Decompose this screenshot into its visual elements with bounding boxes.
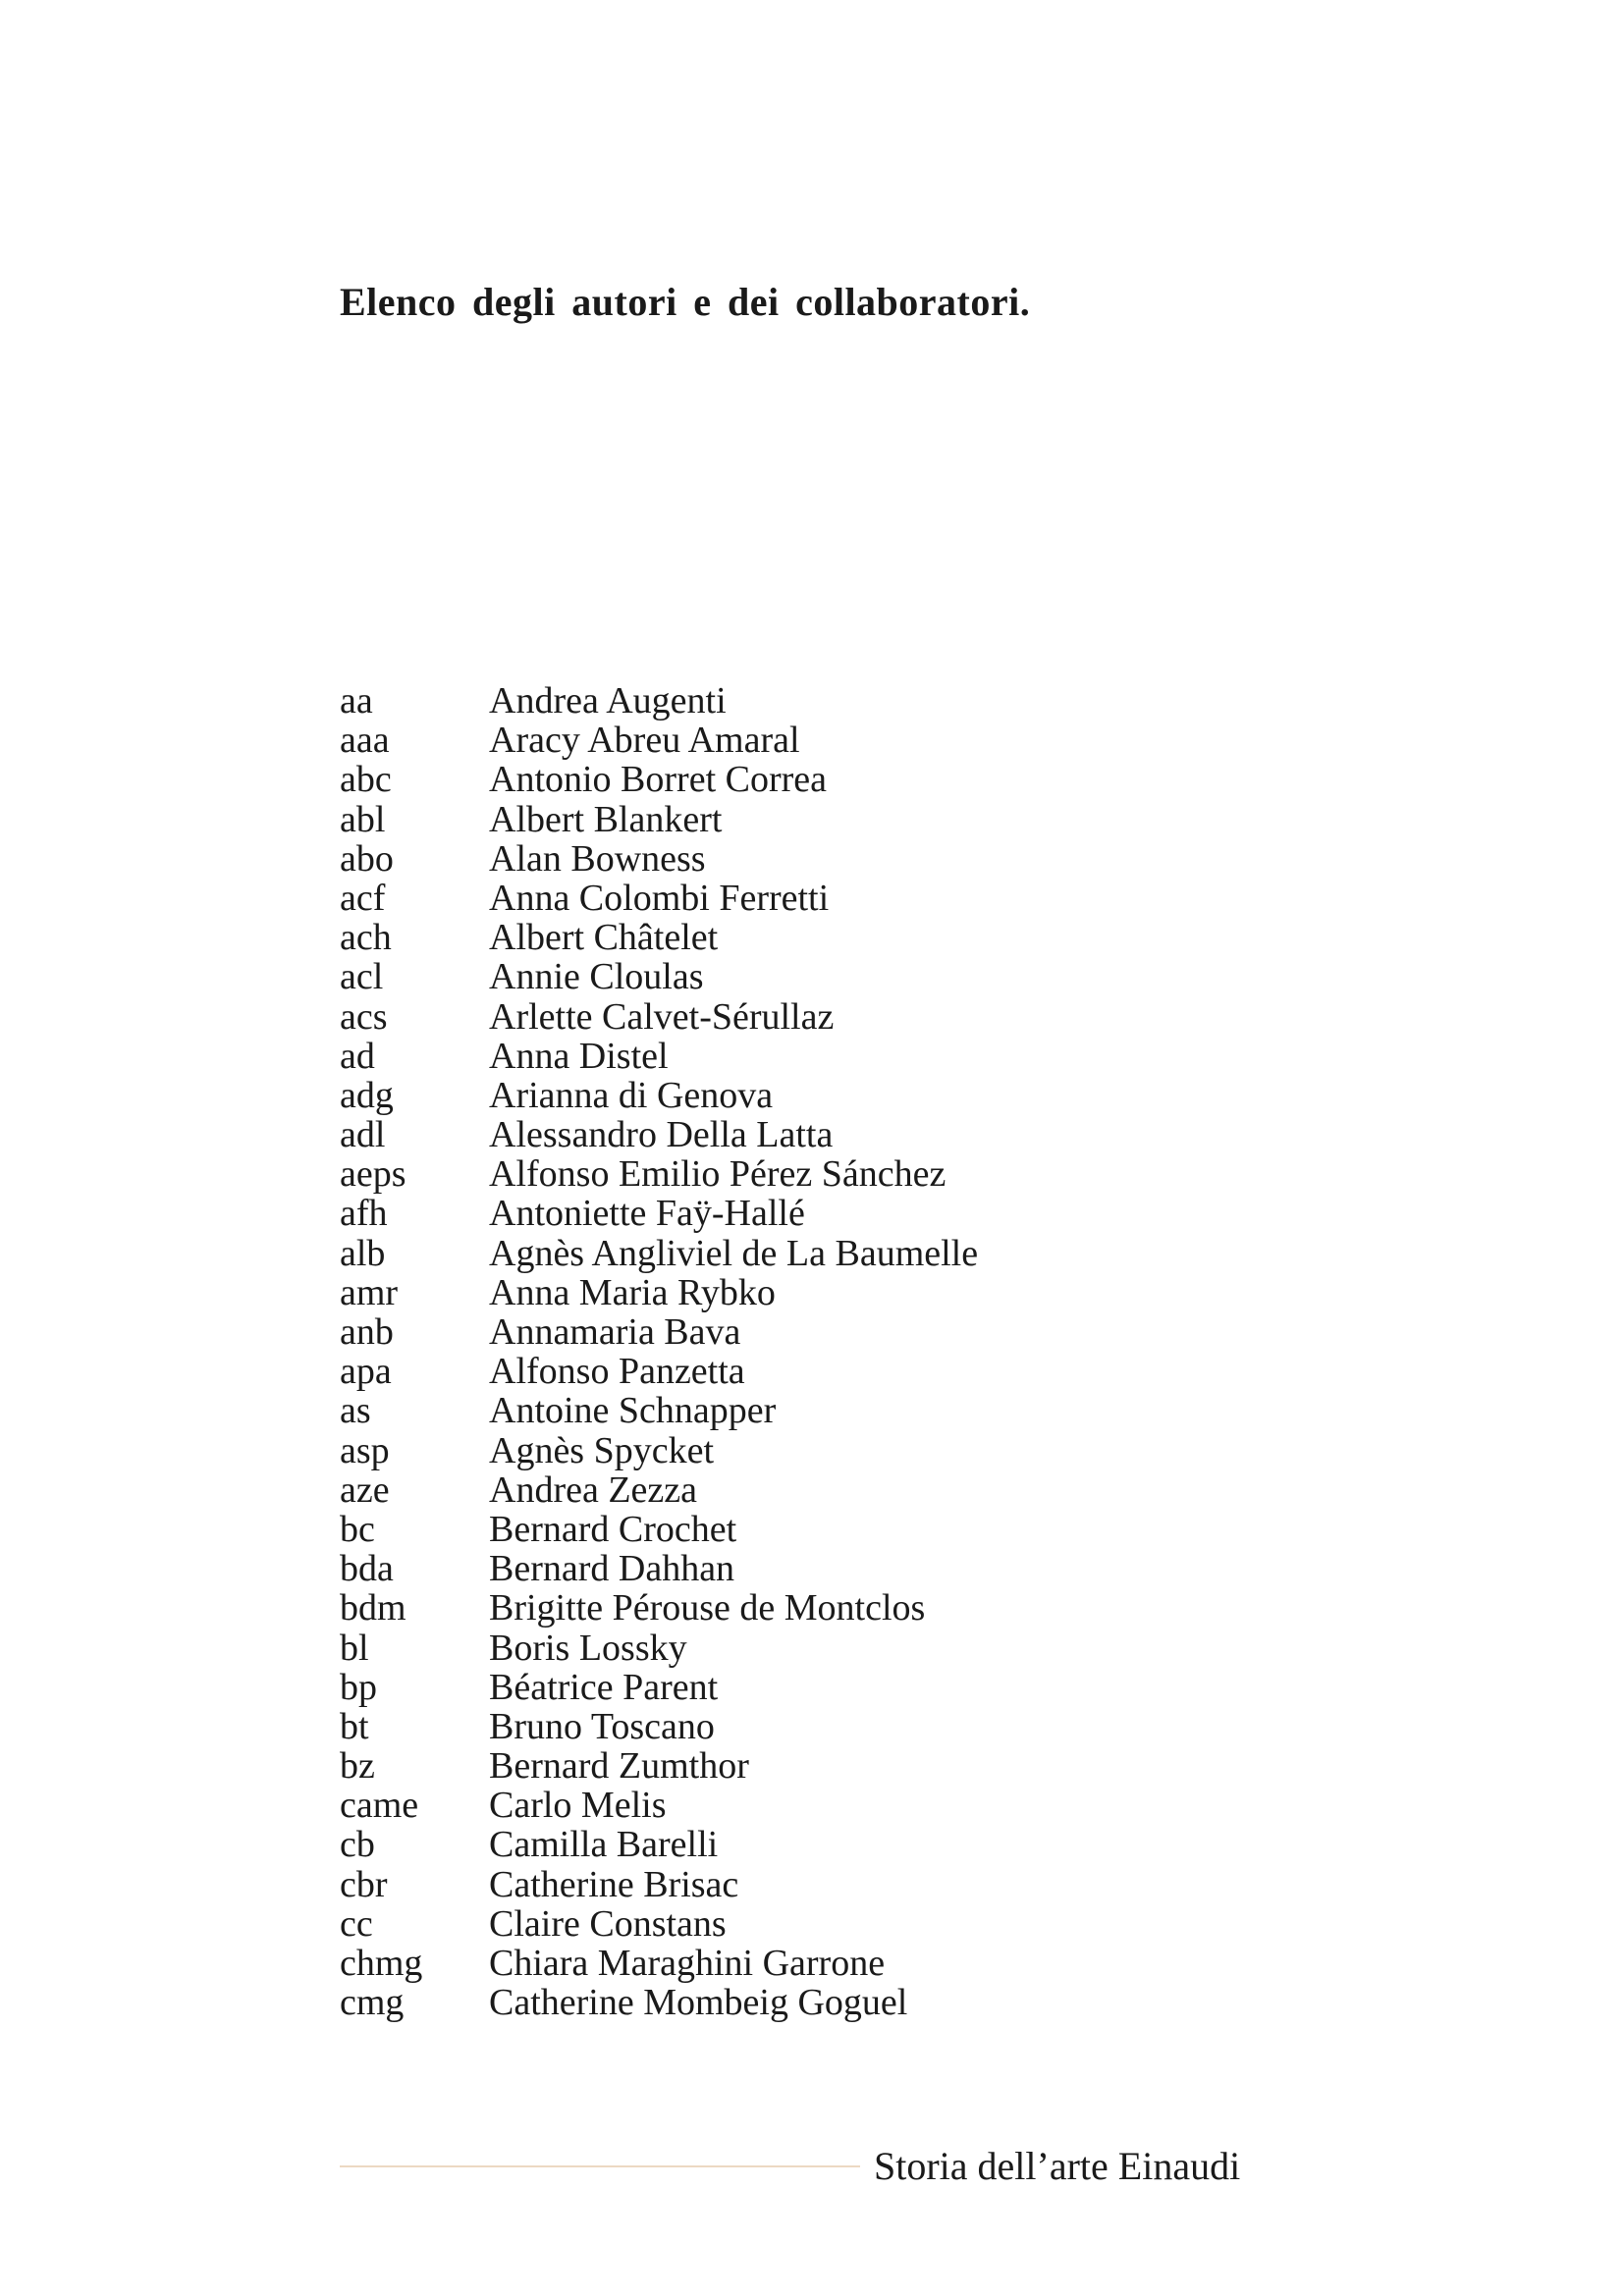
author-abbreviation: cmg (340, 1982, 405, 2024)
author-abbreviation: abo (340, 837, 394, 880)
list-item (340, 1825, 978, 1864)
list-item (340, 1470, 978, 1510)
author-abbreviation: acl (340, 956, 384, 998)
author-abbreviation: bc (340, 1508, 375, 1550)
page-title: Elenco degli autori e dei collaboratori. (340, 280, 1031, 324)
author-name: Bernard Crochet (489, 1508, 737, 1550)
list-item (340, 1668, 978, 1707)
author-name: Alfonso Emilio Pérez Sánchez (489, 1153, 947, 1196)
list-item (340, 1037, 978, 1076)
author-abbreviation: amr (340, 1271, 399, 1313)
list-item (340, 1746, 978, 1786)
list-item (340, 918, 978, 957)
list-item (340, 681, 978, 721)
author-abbreviation: aeps (340, 1153, 406, 1196)
list-item (340, 1154, 978, 1194)
author-abbreviation: aa (340, 680, 373, 721)
list-item (340, 1234, 978, 1273)
author-name: Camilla Barelli (489, 1824, 719, 1866)
author-name: Andrea Augenti (489, 680, 727, 721)
list-item (340, 760, 978, 799)
author-abbreviation: bdm (340, 1587, 406, 1629)
author-name: Boris Lossky (489, 1627, 687, 1669)
list-item (340, 1629, 978, 1668)
author-name: Alessandro Della Latta (489, 1114, 834, 1156)
list-item (340, 1944, 978, 1983)
author-abbreviation: cc (340, 1902, 373, 1945)
author-name: Antoniette Faÿ-Hallé (489, 1193, 805, 1235)
author-name: Albert Blankert (489, 798, 723, 840)
author-abbreviation: bt (340, 1705, 369, 1747)
list-item (340, 839, 978, 879)
author-name: Alfonso Panzetta (489, 1351, 745, 1393)
list-item (340, 1865, 978, 1904)
author-name: Anna Colombi Ferretti (489, 877, 830, 919)
list-item (340, 957, 978, 996)
author-name: Brigitte Pérouse de Montclos (489, 1587, 926, 1629)
author-name: Catherine Brisac (489, 1863, 739, 1905)
author-abbreviation: alb (340, 1232, 386, 1274)
author-name: Bruno Toscano (489, 1705, 715, 1747)
author-name: Andrea Zezza (489, 1468, 698, 1511)
list-item (340, 1273, 978, 1312)
author-name: Antoine Schnapper (489, 1390, 777, 1432)
author-abbreviation: bda (340, 1548, 394, 1590)
author-name: Anna Distel (489, 1035, 669, 1077)
author-name: Catherine Mombeig Goguel (489, 1982, 908, 2024)
author-name: Antonio Borret Correa (489, 759, 828, 801)
list-item (340, 1312, 978, 1352)
list-item (340, 1115, 978, 1154)
author-abbreviation: anb (340, 1311, 394, 1353)
author-abbreviation: afh (340, 1193, 388, 1235)
list-item (340, 1588, 978, 1628)
author-list (340, 681, 978, 2022)
list-item (340, 1194, 978, 1233)
author-abbreviation: abl (340, 798, 386, 840)
author-abbreviation: apa (340, 1351, 392, 1393)
author-name: Bernard Zumthor (489, 1745, 749, 1788)
author-abbreviation: bz (340, 1745, 375, 1788)
author-name: Béatrice Parent (489, 1666, 719, 1708)
author-name: Carlo Melis (489, 1785, 667, 1827)
list-item (340, 879, 978, 918)
list-item (340, 1707, 978, 1746)
list-item (340, 1904, 978, 1944)
list-item (340, 1391, 978, 1430)
list-item (340, 1431, 978, 1470)
author-abbreviation: acf (340, 877, 386, 919)
footer-brand: Storia dell’arte Einaudi (874, 2144, 1241, 2188)
list-item (340, 1983, 978, 2022)
list-item (340, 997, 978, 1037)
author-abbreviation: bl (340, 1627, 369, 1669)
author-abbreviation: as (340, 1390, 371, 1432)
author-abbreviation: cbr (340, 1863, 388, 1905)
list-item (340, 800, 978, 839)
list-item (340, 1076, 978, 1115)
list-item (340, 1510, 978, 1549)
list-item (340, 1786, 978, 1825)
author-abbreviation: acs (340, 995, 388, 1038)
author-abbreviation: aaa (340, 720, 390, 762)
author-abbreviation: bp (340, 1666, 377, 1708)
author-name: Arlette Calvet-Sérullaz (489, 995, 835, 1038)
author-name: Arianna di Genova (489, 1074, 774, 1116)
author-abbreviation: adg (340, 1074, 394, 1116)
author-name: Aracy Abreu Amaral (489, 720, 800, 762)
author-abbreviation: ad (340, 1035, 375, 1077)
author-name: Annamaria Bava (489, 1311, 741, 1353)
author-name: Chiara Maraghini Garrone (489, 1943, 886, 1984)
author-name: Albert Châtelet (489, 917, 719, 959)
author-abbreviation: aze (340, 1468, 390, 1511)
author-abbreviation: asp (340, 1429, 390, 1471)
list-item (340, 1549, 978, 1588)
list-item (340, 721, 978, 760)
author-abbreviation: cb (340, 1824, 375, 1866)
author-name: Anna Maria Rybko (489, 1271, 776, 1313)
author-name: Agnès Angliviel de La Baumelle (489, 1232, 979, 1274)
author-name: Claire Constans (489, 1902, 727, 1945)
author-name: Agnès Spycket (489, 1429, 715, 1471)
list-item (340, 1352, 978, 1391)
author-name: Annie Cloulas (489, 956, 704, 998)
author-abbreviation: chmg (340, 1943, 423, 1984)
author-name: Bernard Dahhan (489, 1548, 735, 1590)
author-name: Alan Bowness (489, 837, 706, 880)
footer-divider (340, 2165, 860, 2167)
author-abbreviation: came (340, 1785, 419, 1827)
author-abbreviation: abc (340, 759, 392, 801)
author-abbreviation: adl (340, 1114, 386, 1156)
author-abbreviation: ach (340, 917, 392, 959)
